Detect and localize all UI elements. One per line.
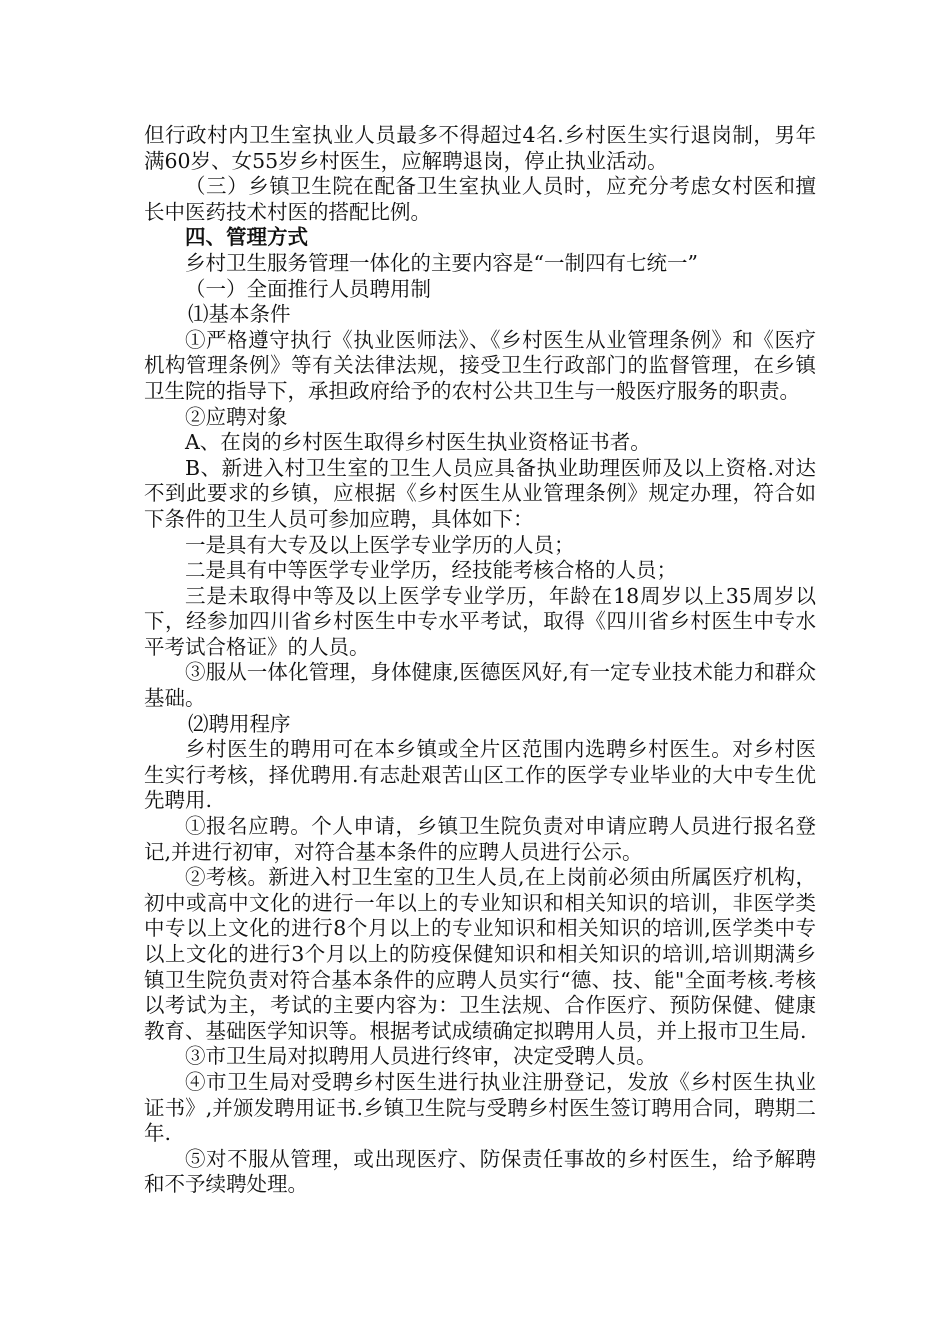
paragraph: 三是未取得中等及以上医学专业学历，年龄在18周岁以上35周岁以下，经参加四川省乡村医生中专水平考试，取得《四川省乡村医生中专水平考试合格证》的人员。 [144, 583, 816, 659]
paragraph: 二是具有中等医学专业学历，经技能考核合格的人员； [185, 558, 677, 583]
paragraph: 乡村医生的聘用可在本乡镇或全片区范围内选聘乡村医生。对乡村医生实行考核，择优聘用.有志赴艰苦山区工作的医学专业毕业的大中专生优先聘用. [144, 737, 816, 813]
paragraph: A、在岗的乡村医生取得乡村医生执业资格证书者。 [185, 430, 651, 455]
section-heading: 四、管理方式 [185, 225, 308, 250]
paragraph: （一）全面推行人员聘用制 [185, 276, 431, 301]
paragraph: ①报名应聘。个人申请，乡镇卫生院负责对申请应聘人员进行报名登记,并进行初审，对符合基本条件的应聘人员进行公示。 [144, 814, 816, 864]
paragraph: ①严格遵守执行《执业医师法》、《乡村医生从业管理条例》和《医疗机构管理条例》等有关法律法规，接受卫生行政部门的监督管理，在乡镇卫生院的指导下，承担政府给予的农村公共卫生与一般医疗服务的职责。 [144, 327, 816, 403]
paragraph: 一是具有大专及以上医学专业学历的人员； [185, 532, 575, 557]
paragraph: 乡村卫生服务管理一体化的主要内容是“一制四有七统一” [185, 250, 698, 275]
document-body [144, 123, 816, 1198]
paragraph: ②应聘对象 [185, 404, 288, 429]
paragraph: ③市卫生局对拟聘用人员进行终审，决定受聘人员。 [185, 1044, 657, 1069]
paragraph: ⑤对不服从管理，或出现医疗、防保责任事故的乡村医生，给予解聘和不予续聘处理。 [144, 1146, 816, 1197]
paragraph: ③服从一体化管理，身体健康,医德医风好,有一定专业技术能力和群众基础。 [144, 660, 816, 711]
paragraph: ④市卫生局对受聘乡村医生进行执业注册登记，发放《乡村医生执业证书》,并颁发聘用证书.乡镇卫生院与受聘乡村医生签订聘用合同，聘期二年. [144, 1069, 816, 1146]
paragraph: 但行政村内卫生室执业人员最多不得超过4名.乡村医生实行退岗制，男年满60岁、女55岁乡村医生，应解聘退岗，停止执业活动。 [144, 123, 816, 173]
paragraph: B、新进入村卫生室的卫生人员应具备执业助理医师及以上资格.对达不到此要求的乡镇，应根据《乡村医生从业管理条例》规定办理，符合如下条件的卫生人员可参加应聘，具体如下： [144, 455, 816, 531]
paragraph: ⑴基本条件 [188, 302, 291, 327]
paragraph: ②考核。新进入村卫生室的卫生人员,在上岗前必须由所属医疗机构，初中或高中文化的进行一年以上的专业知识和相关知识的培训，非医学类中专以上文化的进行8个月以上的专业知识和相关知识的培训,医学类中专以上文化的进行3个月以上的防疫保健知识和相关知识的培训,培训期满乡镇卫生院负责对符合基本条件的应聘人员实行“德、技、能"全面考核.考核以考试为主，考试的主要内容为：卫生法规、合作医疗、预防保健、健康教育、基础医学知识等。根据考试成绩确定拟聘用人员，并上报市卫生局. [144, 865, 816, 1043]
paragraph: （三）乡镇卫生院在配备卫生室执业人员时，应充分考虑女村医和擅长中医药技术村医的搭配比例。 [144, 174, 816, 224]
paragraph: ⑵聘用程序 [188, 711, 291, 736]
